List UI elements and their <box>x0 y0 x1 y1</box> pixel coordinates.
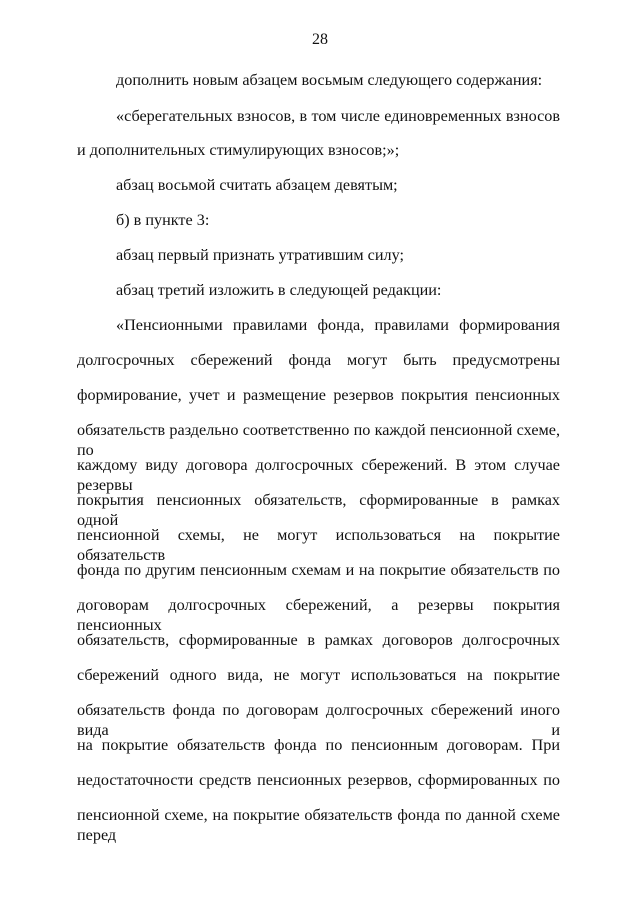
text-line: пенсионной схемы, не могут использоваться на покрытие обязательств <box>77 526 560 564</box>
text-line: пенсионной схеме, на покрытие обязательств фонда по данной схеме перед <box>77 806 560 844</box>
text-line: «Пенсионными правилами фонда, правилами формирования <box>116 316 560 334</box>
text-line: обязательств, сформированные в рамках договоров долгосрочных <box>77 631 560 649</box>
text-line: абзац третий изложить в следующей редакции: <box>116 281 442 299</box>
text-line: абзац восьмой считать абзацем девятым; <box>116 176 398 194</box>
text-line: дополнить новым абзацем восьмым следующего содержания: <box>116 71 543 89</box>
text-line: обязательств раздельно соответственно по каждой пенсионной схеме, по <box>77 421 560 459</box>
text-line: сбережений одного вида, не могут использоваться на покрытие <box>77 666 560 684</box>
text-line: формирование, учет и размещение резервов покрытия пенсионных <box>77 386 560 404</box>
text-line: фонда по другим пенсионным схемам и на покрытие обязательств по <box>77 561 560 579</box>
text-line: абзац первый признать утратившим силу; <box>116 246 404 264</box>
text-line: «сберегательных взносов, в том числе единовременных взносов <box>116 107 560 125</box>
text-line: и дополнительных стимулирующих взносов;»; <box>77 141 400 159</box>
text-line: покрытия пенсионных обязательств, сформированные в рамках одной <box>77 491 560 529</box>
text-line: договорам долгосрочных сбережений, а резервы покрытия пенсионных <box>77 596 560 634</box>
text-line: недостаточности средств пенсионных резервов, сформированных по <box>77 771 560 789</box>
text-line: долгосрочных сбережений фонда могут быть предусмотрены <box>77 351 560 369</box>
text-line: б) в пункте 3: <box>116 211 210 229</box>
page-number: 28 <box>312 31 328 48</box>
text-line: каждому виду договора долгосрочных сбережений. В этом случае резервы <box>77 456 560 494</box>
text-line: обязательств фонда по договорам долгосрочных сбережений иного вида и <box>77 701 560 739</box>
text-line: на покрытие обязательств фонда по пенсионным договорам. При <box>77 736 560 754</box>
